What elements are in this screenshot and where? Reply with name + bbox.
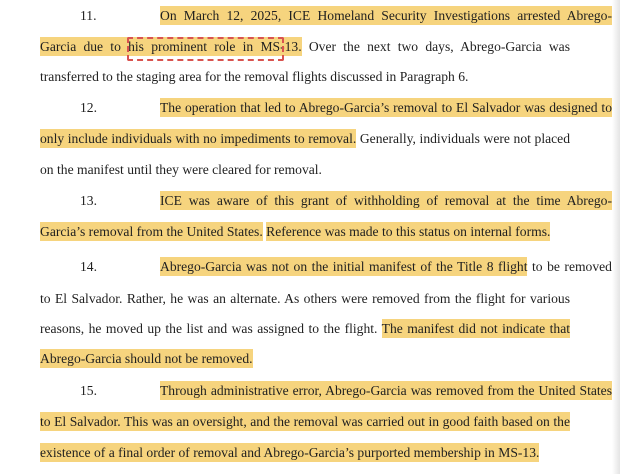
highlighted-text: to El Salvador. This was an oversight, and the removal was carried out in good faith based on the bbox=[40, 414, 570, 429]
paragraph-number: 12. bbox=[80, 100, 97, 115]
highlighted-text: On March 12, 2025, ICE Homeland Security Investigations arrested Abrego- bbox=[160, 8, 612, 23]
page-edge-shadow bbox=[612, 0, 620, 474]
body-text bbox=[377, 321, 381, 336]
paragraph-15-first-line bbox=[80, 380, 612, 402]
highlighted-text: ICE was aware of this grant of withholding of removal at the time Abrego- bbox=[160, 193, 612, 208]
body-text: Generally, individuals were not placed bbox=[356, 131, 570, 146]
paragraph-line bbox=[40, 318, 570, 340]
paragraph-13-first-line bbox=[80, 190, 612, 212]
paragraph-line bbox=[40, 66, 468, 88]
paragraph-number: 15. bbox=[80, 383, 97, 398]
paragraph-line bbox=[40, 348, 253, 370]
paragraph-line bbox=[40, 128, 570, 150]
highlighted-text: Garcia due to his prominent role in MS-13. bbox=[40, 39, 302, 54]
body-text: to El Salvador. Rather, he was an alternate. As others were removed from the flight for various bbox=[40, 291, 570, 306]
paragraph-line bbox=[40, 221, 550, 243]
paragraph-line bbox=[40, 411, 570, 433]
highlighted-text: Garcia’s removal from the United States. bbox=[40, 224, 263, 239]
body-text: transferred to the staging area for the removal flights discussed in Paragraph 6. bbox=[40, 69, 469, 84]
paragraph-line bbox=[40, 36, 570, 58]
highlighted-text: Abrego-Garcia should not be removed. bbox=[40, 351, 253, 366]
paragraph-14-first-line bbox=[80, 256, 612, 278]
paragraph-line bbox=[40, 288, 570, 310]
paragraph-number: 14. bbox=[80, 259, 97, 274]
highlighted-text: only include individuals with no impediments to removal. bbox=[40, 131, 357, 146]
body-text: Over the next two days, Abrego-Garcia was bbox=[301, 39, 571, 54]
highlighted-text: Through administrative error, Abrego-Garcia was removed from the United States bbox=[160, 383, 612, 398]
highlighted-text: existence of a final order of removal and Abrego-Garcia’s purported membership in MS-13. bbox=[40, 445, 540, 460]
paragraph-line bbox=[40, 442, 539, 464]
body-text: reasons, he moved up the list and was assigned to the flight. bbox=[40, 321, 378, 336]
body-text: to be removed bbox=[527, 259, 612, 274]
paragraph-11-first-line bbox=[80, 5, 612, 27]
paragraph-line bbox=[40, 159, 322, 181]
highlighted-text: Abrego-Garcia was not on the initial manifest of the Title 8 flight bbox=[160, 259, 528, 274]
highlighted-text: The manifest did not indicate that bbox=[381, 321, 571, 336]
paragraph-number: 11. bbox=[80, 8, 97, 23]
paragraph-number: 13. bbox=[80, 193, 97, 208]
body-text: on the manifest until they were cleared for removal. bbox=[40, 162, 322, 177]
highlighted-text: Reference was made to this status on internal forms. bbox=[266, 224, 551, 239]
highlighted-text: The operation that led to Abrego-Garcia’s removal to El Salvador was designed to bbox=[160, 100, 612, 115]
paragraph-12-first-line bbox=[80, 97, 612, 119]
